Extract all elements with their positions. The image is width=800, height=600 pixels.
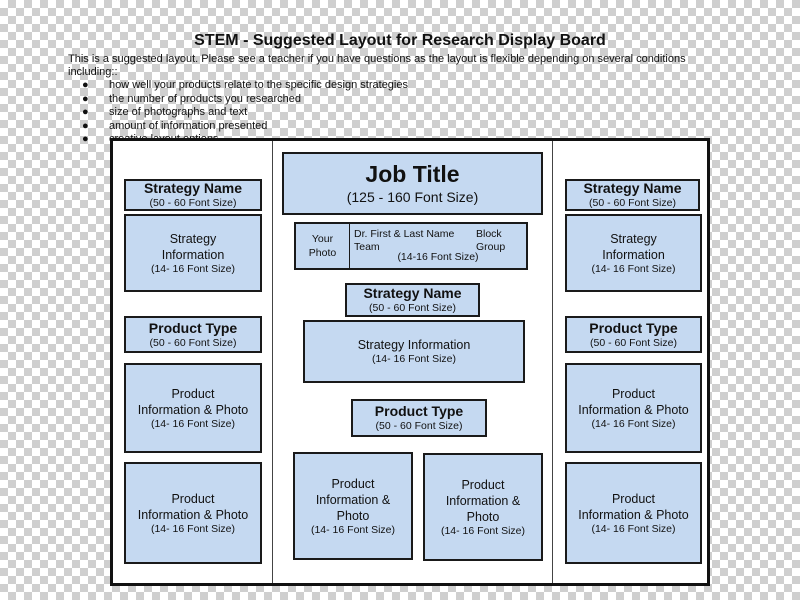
- document-title: STEM - Suggested Layout for Research Display Board: [194, 32, 606, 49]
- right-product-type-box: Product Type (50 - 60 Font Size): [565, 316, 702, 353]
- left-product-type-box: Product Type (50 - 60 Font Size): [124, 316, 262, 353]
- center-strategy-info-box: Strategy Information (14- 16 Font Size): [303, 320, 525, 383]
- center-product-info-box-2: Product Information & Photo (14- 16 Font Size): [423, 453, 543, 561]
- center-product-info-box-1: Product Information & Photo (14- 16 Font Size): [293, 452, 413, 560]
- bullet-icon: ●: [82, 106, 89, 118]
- right-product-info-box-2: Product Information & Photo (14- 16 Font Size): [565, 462, 702, 564]
- right-strategy-info-box: Strategy Information (14- 16 Font Size): [565, 214, 702, 292]
- board-right-fold: [552, 141, 553, 583]
- left-strategy-name-box: Strategy Name (50 - 60 Font Size): [124, 179, 262, 211]
- left-product-info-box-2: Product Information & Photo (14- 16 Font Size): [124, 462, 262, 564]
- bullet-icon: ●: [82, 79, 89, 91]
- job-title-box: Job Title (125 - 160 Font Size): [282, 152, 543, 215]
- bullet-list: [82, 79, 408, 147]
- center-strategy-name-box: Strategy Name (50 - 60 Font Size): [345, 283, 480, 317]
- center-product-type-box: Product Type (50 - 60 Font Size): [351, 399, 487, 437]
- right-strategy-name-box: Strategy Name (50 - 60 Font Size): [565, 179, 700, 211]
- bullet-icon: ●: [82, 119, 89, 132]
- intro-text: This is a suggested layout. Please see a teacher if you have questions as the layout is flexible depending on several conditions including::: [68, 53, 686, 78]
- board-left-fold: [272, 141, 273, 583]
- bullet-icon: ●: [82, 133, 89, 145]
- right-product-info-box-1: Product Information & Photo (14- 16 Font Size): [565, 363, 702, 453]
- bullet-item: ● how well your products relate to the specific design strategies: [82, 79, 408, 91]
- bullet-item: ● size of photographs and text: [82, 106, 248, 118]
- name-team-box: [294, 222, 528, 270]
- bullet-item: ● the number of products you researched: [82, 92, 302, 105]
- name-team-cell: Dr. First & Last Name Team Block Group (14-16 Font Size): [354, 228, 506, 263]
- left-product-info-box-1: Product Information & Photo (14- 16 Font Size): [124, 363, 262, 453]
- bullet-item: ● amount of information presented: [82, 119, 268, 132]
- bullet-icon: ●: [82, 92, 89, 105]
- your-photo-cell: Your Photo: [296, 224, 350, 268]
- left-strategy-info-box: Strategy Information (14- 16 Font Size): [124, 214, 262, 292]
